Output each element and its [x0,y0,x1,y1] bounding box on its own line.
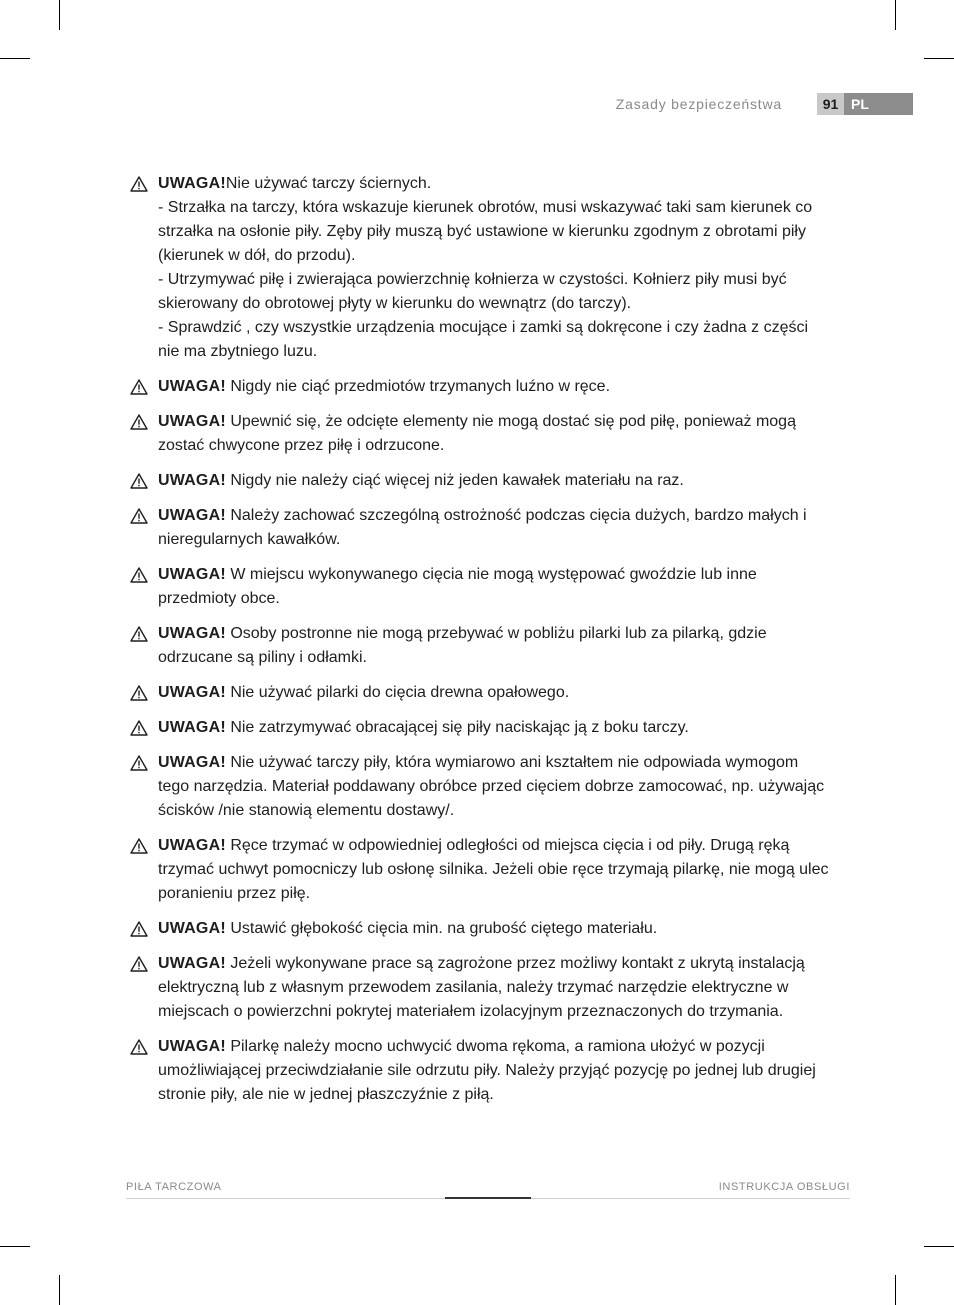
warning-text [158,1035,830,1107]
warning-keyword: UWAGA! [158,625,226,642]
warning-triangle-icon [130,414,148,430]
warning-item [130,834,830,906]
warning-text [158,952,830,1024]
warning-triangle-icon [130,473,148,489]
crop-mark [59,0,60,30]
warning-line: Nigdy nie ciąć przedmiotów trzymanych luźno w ręce. [230,378,611,395]
warning-line: Jeżeli wykonywane prace są zagrożone przez możliwy kontakt z ukrytą instalacją elektryczną lub z własnym przewodem zasilania, należy trzymać narzędzie elektryczne w miejscach o powierzchni pokrytej materiałem izolacyjnym przeznaczonych do trzymania. [158,955,805,1020]
warning-line: Nie używać tarczy ściernych. [225,175,432,192]
warning-line: Ustawić głębokość cięcia min. na grubość ciętego materiału. [230,920,658,937]
warning-item [130,172,830,364]
footer-divider-accent [445,1197,531,1199]
warning-item [130,716,830,740]
page-number: 91 [817,93,844,115]
warning-line: Osoby postronne nie mogą przebywać w pobliżu pilarki lub za pilarką, gdzie odrzucane są piliny i odłamki. [158,625,767,666]
warning-triangle-icon [130,379,148,395]
footer-product: PIŁA TARCZOWA [126,1181,222,1193]
warning-line: Ręce trzymać w odpowiedniej odległości od miejsca cięcia i od piły. Drugą ręką trzymać uchwyt pomocniczy lub osłonę silnika. Jeżeli obie ręce trzymają pilarkę, nie mogą ulec poranieniu przez piłę. [158,837,829,902]
warning-item [130,563,830,611]
warning-line: Pilarkę należy mocno uchwycić dwoma rękoma, a ramiona ułożyć w pozycji umożliwiającej przeciwdziałanie sile odrzutu piły. Należy przyjąć pozycję po jednej lub drugiej stronie piły, ale nie w jednej płaszczyźnie z piłą. [158,1038,816,1103]
warning-text [158,834,830,906]
warning-line: Nie używać pilarki do cięcia drewna opałowego. [230,684,570,701]
warning-keyword: UWAGA! [158,754,226,771]
warning-subpoint [158,196,830,268]
warning-triangle-icon [130,1039,148,1055]
warning-line: Nigdy nie należy ciąć więcej niż jeden kawałek materiału na raz. [230,472,684,489]
warning-text [158,751,830,823]
warning-keyword: UWAGA! [158,837,226,854]
warning-triangle-icon [130,720,148,736]
warning-line: Należy zachować szczególną ostrożność podczas cięcia dużych, bardzo małych i nieregularnych kawałków. [158,507,807,548]
warning-item [130,410,830,458]
warning-triangle-icon [130,176,148,192]
warning-keyword: UWAGA! [158,955,226,972]
warning-item [130,622,830,670]
warning-keyword: UWAGA! [158,413,226,430]
warning-line: W miejscu wykonywanego cięcia nie mogą występować gwoździe lub inne przedmioty obce. [158,566,757,607]
warning-line: - Sprawdzić , czy wszystkie urządzenia mocujące i zamki są dokręcone i czy żadna z części nie ma zbytniego luzu. [158,319,809,360]
warning-text [158,410,830,458]
warning-line: - Strzałka na tarczy, która wskazuje kierunek obrotów, musi wskazywać taki sam kierunek co strzałka na osłonie piły. Zęby piły muszą być ustawione w kierunku zgodnym z obrotami piły (kierunek w dół, do przodu). [158,199,813,264]
crop-mark [895,0,896,30]
warning-line: Upewnić się, że odcięte elementy nie mogą dostać się pod piłę, ponieważ mogą zostać chwycone przez piłę i odrzucone. [158,413,796,454]
warning-text [158,469,830,493]
footer-manual: INSTRUKCJA OBSŁUGI [718,1181,850,1193]
page-badge [817,93,913,115]
language-tag: PL [844,93,913,115]
warning-text [158,716,830,740]
warning-keyword: UWAGA! [158,684,226,701]
warning-text [158,681,830,705]
warning-triangle-icon [130,626,148,642]
warning-text [158,917,830,941]
warning-item [130,469,830,493]
warning-text [158,563,830,611]
warning-text [158,504,830,552]
warning-keyword: UWAGA! [158,1038,226,1055]
warning-item [130,375,830,399]
warning-triangle-icon [130,956,148,972]
warning-line: Nie używać tarczy piły, która wymiarowo ani kształtem nie odpowiada wymogom tego narzędzia. Materiał poddawany obróbce przed cięciem dobrze zamocować, np. używając ścisków /nie stanowią elementu dostawy/. [158,754,825,819]
warning-text [158,622,830,670]
warning-item [130,917,830,941]
warning-subpoint [158,316,830,364]
crop-mark [924,1246,954,1247]
warning-keyword: UWAGA! [158,920,226,937]
warning-triangle-icon [130,685,148,701]
warning-triangle-icon [130,567,148,583]
warning-line: - Utrzymywać piłę i zwierająca powierzchnię kołnierza w czystości. Kołnierz piły musi być skierowany do obrotowej płyty w kierunku do wewnątrz (do tarczy). [158,271,787,312]
warning-triangle-icon [130,755,148,771]
warning-triangle-icon [130,838,148,854]
warning-item [130,1035,830,1107]
warning-item [130,681,830,705]
crop-mark [59,1275,60,1305]
section-title: Zasady bezpieczeństwa [615,96,782,112]
warning-item [130,952,830,1024]
crop-mark [924,58,954,59]
warning-item [130,504,830,552]
warning-line: Nie zatrzymywać obracającej się piły naciskając ją z boku tarczy. [230,719,689,736]
warning-text [158,375,830,399]
warnings-list [130,172,830,1118]
warning-text [158,172,830,196]
warning-subpoint [158,268,830,316]
crop-mark [0,58,30,59]
crop-mark [895,1275,896,1305]
warning-triangle-icon [130,921,148,937]
warning-item [130,751,830,823]
crop-mark [0,1246,30,1247]
warning-keyword: UWAGA! [158,472,226,489]
warning-keyword: UWAGA! [158,507,226,524]
warning-keyword: UWAGA! [158,719,226,736]
warning-keyword: UWAGA! [158,566,226,583]
warning-keyword: UWAGA! [158,175,226,192]
warning-keyword: UWAGA! [158,378,226,395]
warning-triangle-icon [130,508,148,524]
